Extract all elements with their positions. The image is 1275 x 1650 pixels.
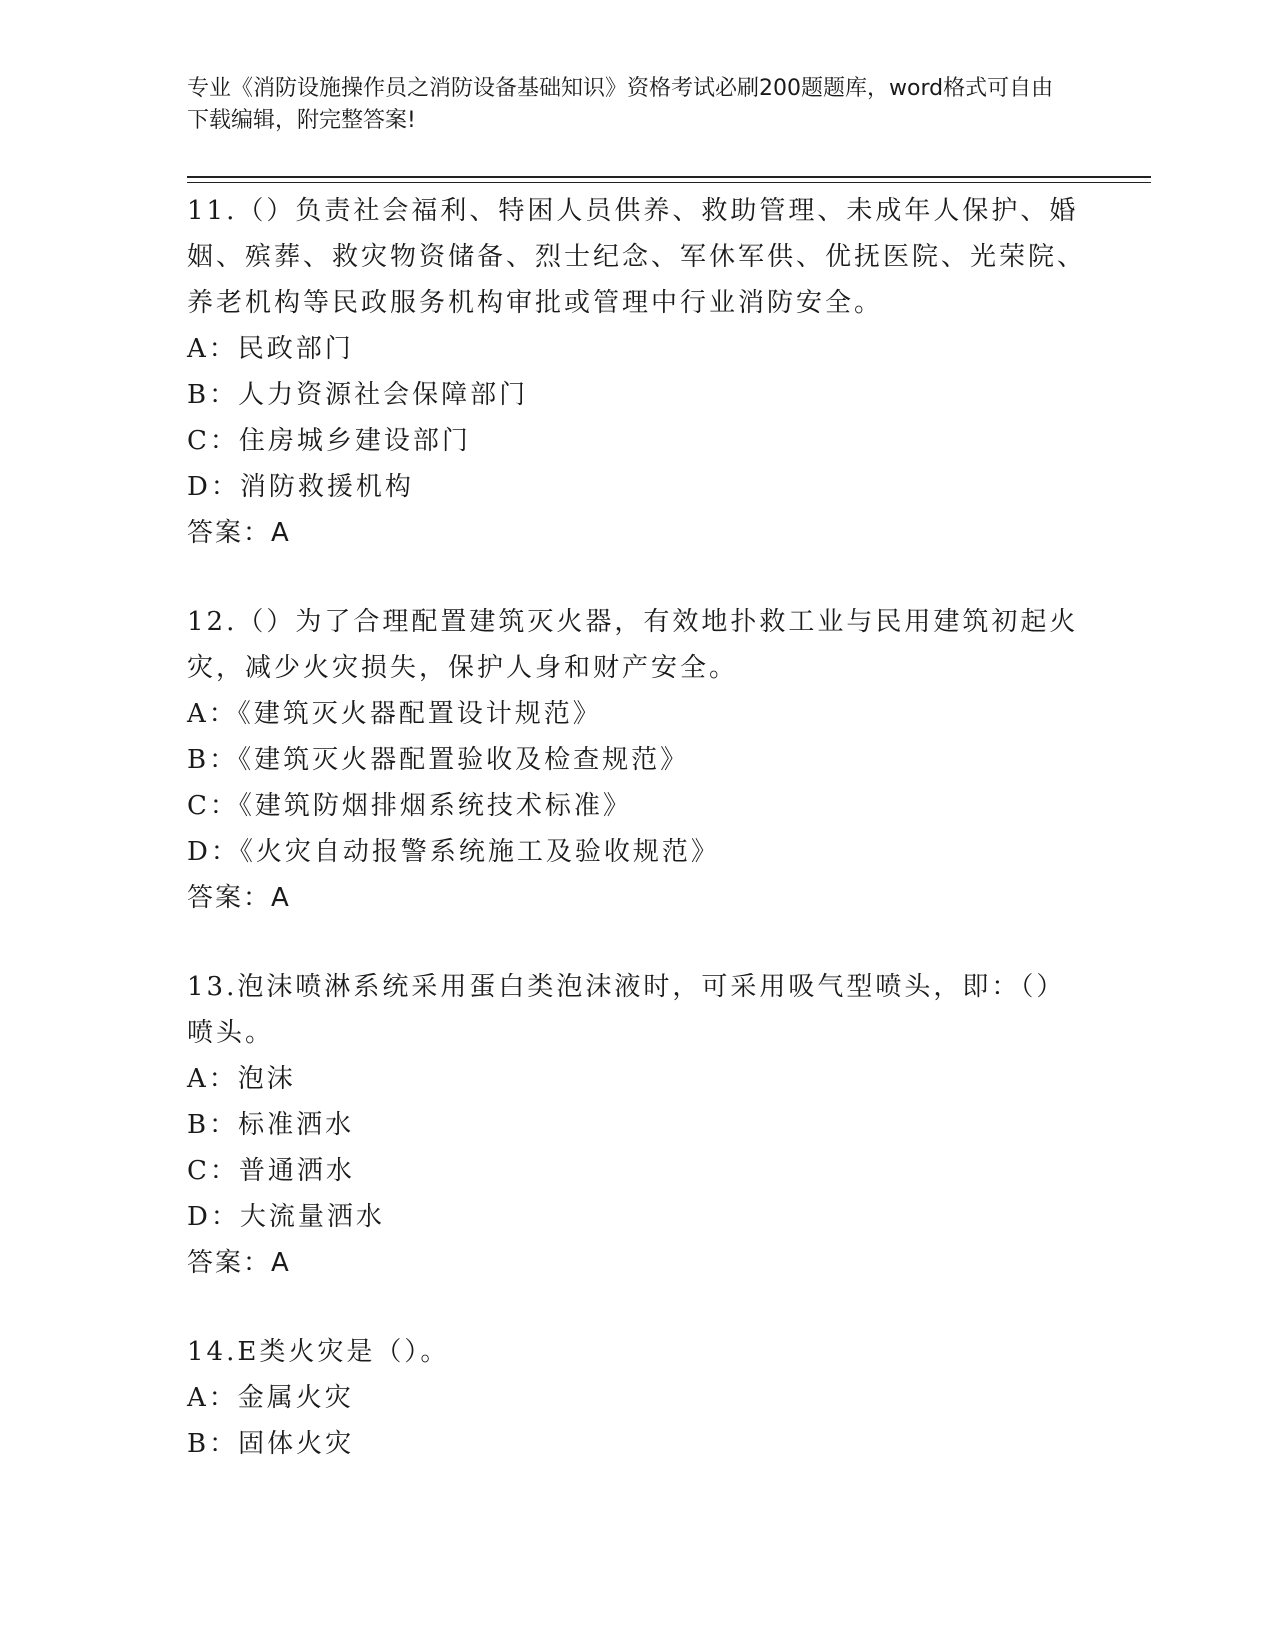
question-12 bbox=[187, 599, 1087, 921]
option-a: A：金属火灾 bbox=[187, 1383, 354, 1413]
option-c: C：住房城乡建设部门 bbox=[187, 426, 471, 456]
answer-line: 答案：A bbox=[187, 883, 291, 913]
option-d: D：大流量洒水 bbox=[187, 1202, 385, 1232]
question-text: 12.（）为了合理配置建筑灭火器，有效地扑救工业与民用建筑初起火灾，减少火灾损失，保护人身和财产安全。 bbox=[187, 607, 1079, 683]
option-a: A：《建筑灭火器配置设计规范》 bbox=[187, 699, 602, 729]
option-c: C：《建筑防烟排烟系统技术标准》 bbox=[187, 791, 632, 821]
answer-line: 答案：A bbox=[187, 518, 291, 548]
question-13 bbox=[187, 964, 1087, 1286]
option-a: A：民政部门 bbox=[187, 334, 354, 364]
option-b: B：人力资源社会保障部门 bbox=[187, 380, 529, 410]
option-b: B：标准洒水 bbox=[187, 1110, 355, 1140]
header-divider-thick bbox=[187, 176, 1151, 178]
question-text: 14.E类火灾是（）。 bbox=[187, 1337, 450, 1367]
option-b: B：《建筑灭火器配置验收及检查规范》 bbox=[187, 745, 690, 775]
question-11 bbox=[187, 188, 1087, 556]
question-list bbox=[187, 188, 1087, 1510]
question-text: 11.（）负责社会福利、特困人员供养、救助管理、未成年人保护、婚姻、殡葬、救灾物资储备、烈士纪念、军休军供、优抚医院、光荣院、养老机构等民政服务机构审批或管理中行业消防安全。 bbox=[187, 196, 1087, 318]
option-d: D：《火灾自动报警系统施工及验收规范》 bbox=[187, 837, 720, 867]
header-divider-thin bbox=[187, 182, 1151, 183]
option-d: D：消防救援机构 bbox=[187, 472, 414, 502]
option-c: C：普通洒水 bbox=[187, 1156, 355, 1186]
option-a: A：泡沫 bbox=[187, 1064, 296, 1094]
answer-line: 答案：A bbox=[187, 1248, 291, 1278]
option-b: B：固体火灾 bbox=[187, 1429, 355, 1459]
document-header: 专业《消防设施操作员之消防设备基础知识》资格考试必刷200题题库，word格式可自由下载编辑，附完整答案! bbox=[187, 76, 1054, 133]
question-14 bbox=[187, 1329, 1087, 1467]
question-text: 13.泡沫喷淋系统采用蛋白类泡沫液时，可采用吸气型喷头，即：（）喷头。 bbox=[187, 972, 1066, 1048]
